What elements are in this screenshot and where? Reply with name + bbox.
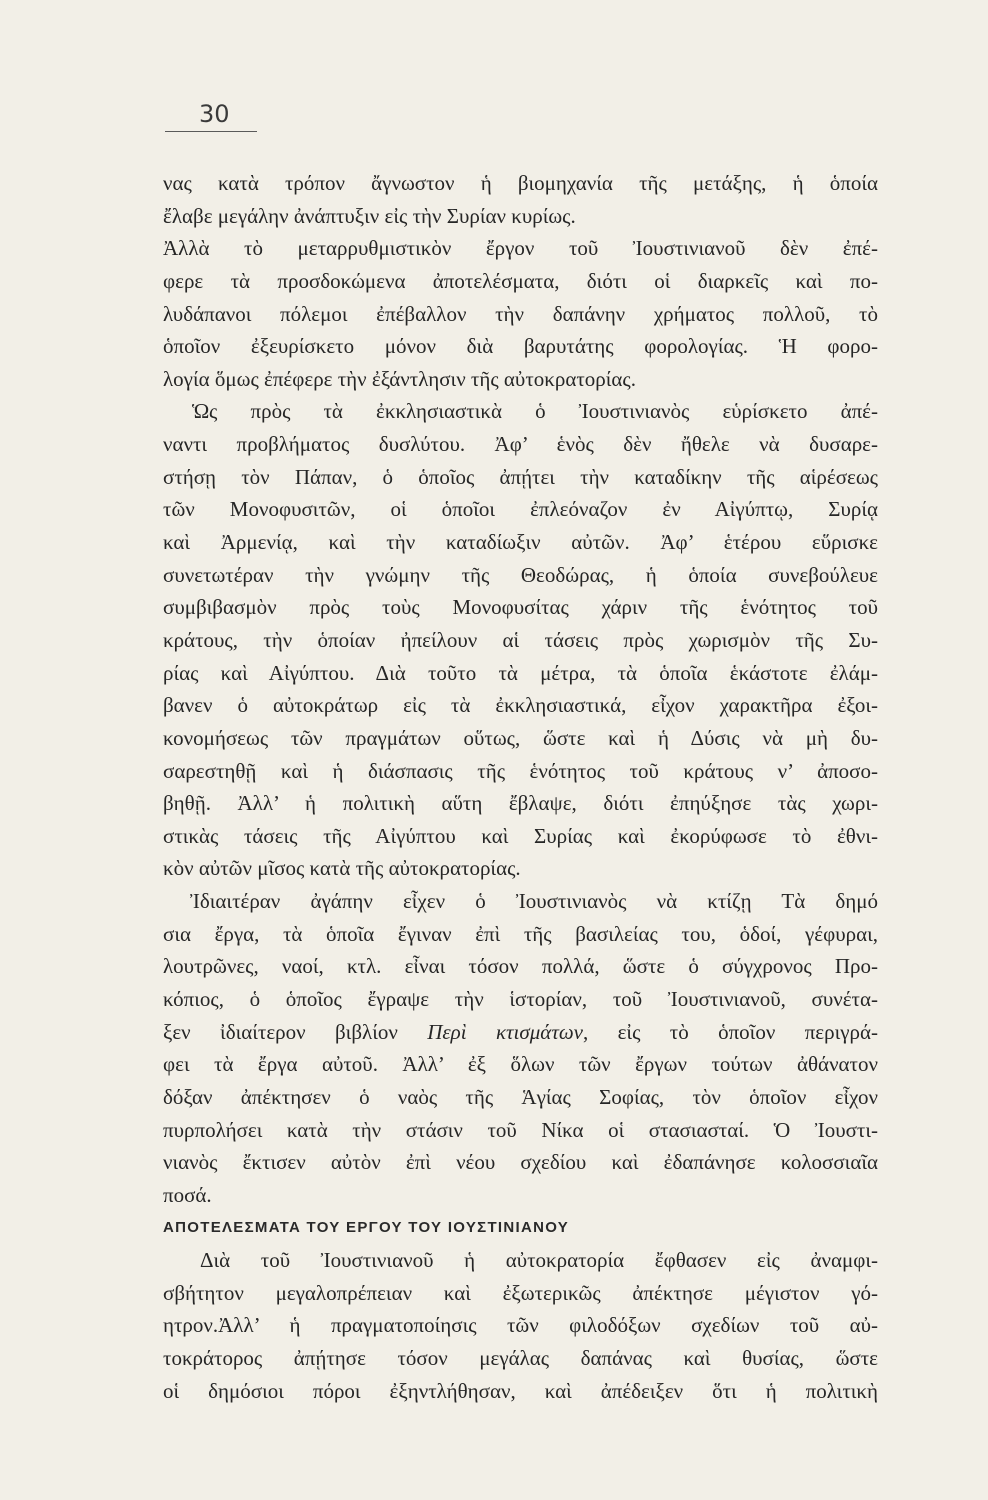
section-heading: ΑΠΟΤΕΛΕΣΜΑΤΑ ΤΟΥ ΕΡΓΟΥ ΤΟΥ ΙΟΥΣΤΙΝΙΑΝΟΥ [163,1218,570,1236]
text-line: κόπιος, ὁ ὁποῖος ἔγραψε τὴν ἱστορίαν, τοῦ Ἰουστινιανοῦ, συνέτα- [163,987,878,1012]
text-line: ρίας καὶ Αἰγύπτου. Διὰ τοῦτο τὰ μέτρα, τὰ ὁποῖα ἑκάστοτε ἐλάμ- [163,660,878,685]
text-line: ποσά. [163,1182,212,1207]
text-line: βηθῇ. Ἀλλ’ ἡ πολιτικὴ αὕτη ἔβλαψε, διότι ἐπηύξησε τὰς χωρι- [163,791,878,816]
text-line: ναντι προβλήματος δυσλύτου. Ἀφ’ ἑνὸς δὲν ἤθελε νὰ δυσαρε- [163,432,878,457]
text-line: σια ἔργα, τὰ ὁποῖα ἔγιναν ἐπὶ τῆς βασιλείας του, ὁδοί, γέφυραι, [163,921,878,946]
text-line: Ἀλλὰ τὸ μεταρρυθμιστικὸν ἔργον τοῦ Ἰουστινιανοῦ δὲν ἐπέ- [163,236,878,261]
text-line: ητρον.Ἀλλ’ ἡ πραγματοποίησις τῶν φιλοδόξων σχεδίων τοῦ αὐ- [163,1313,878,1338]
text-line: λυδάπανοι πόλεμοι ἐπέβαλλον τὴν δαπάνην χρήματος πολλοῦ, τὸ [163,301,878,326]
text-line: Ὡς πρὸς τὰ ἐκκλησιαστικὰ ὁ Ἰουστινιανὸς εὑρίσκετο ἀπέ- [192,399,878,424]
text-line: στήσῃ τὸν Πάπαν, ὁ ὁποῖος ἀπῄτει τὴν καταδίκην τῆς αἱρέσεως [163,464,878,489]
text-line: στικὰς τάσεις τῆς Αἰγύπτου καὶ Συρίας καὶ ἐκορύφωσε τὸ ἐθνι- [163,823,878,848]
text-line: συνετωτέραν τὴν γνώμην τῆς Θεοδώρας, ἡ ὁποία συνεβούλευε [163,562,878,587]
text-line: φερε τὰ προσδοκώμενα ἀποτελέσματα, διότι οἱ διαρκεῖς καὶ πο- [163,268,878,293]
text-line: λογία ὅμως ἐπέφερε τὴν ἐξάντλησιν τῆς αὐτοκρατορίας. [163,366,636,391]
text-line: κονομήσεως τῶν πραγμάτων οὕτως, ὥστε καὶ ἡ Δύσις νὰ μὴ δυ- [163,725,878,750]
text-line: ἔλαβε μεγάλην ἀνάπτυξιν εἰς τὴν Συρίαν κυρίως. [163,203,576,228]
text-line: σαρεστηθῇ καὶ ἡ διάσπασις τῆς ἑνότητος τοῦ κράτους ν’ ἀποσο- [163,758,878,783]
text-line: νας κατὰ τρόπον ἄγνωστον ἡ βιομηχανία τῆς μετάξης, ἡ ὁποία [163,171,878,195]
text-line: βανεν ὁ αὐτοκράτωρ εἰς τὰ ἐκκλησιαστικά, εἶχον χαρακτῆρα ἐξοι- [163,693,878,718]
text-line: τοκράτορος ἀπῄτησε τόσον μεγάλας δαπάνας καὶ θυσίας, ὥστε [163,1346,878,1371]
page-body [163,167,878,1407]
text-line: κράτους, τὴν ὁποίαν ἠπείλουν αἱ τάσεις πρὸς χωρισμὸν τῆς Συ- [163,627,878,652]
text-line: Διὰ τοῦ Ἰουστινιανοῦ ἡ αὐτοκρατορία ἔφθασεν εἰς ἀναμφι- [200,1248,878,1273]
text-line: νιανὸς ἔκτισεν αὐτὸν ἐπὶ νέου σχεδίου καὶ ἐδαπάνησε κολοσσιαῖα [163,1150,878,1175]
text-line: συμβιβασμὸν πρὸς τοὺς Μονοφυσίτας χάριν τῆς ἑνότητος τοῦ [163,595,878,620]
text-line: δόξαν ἀπέκτησεν ὁ ναὸς τῆς Ἁγίας Σοφίας, τὸν ὁποῖον εἶχον [163,1084,878,1109]
text-line: σβήτητον μεγαλοπρέπειαν καὶ ἐξωτερικῶς ἀπέκτησε μέγιστον γό- [163,1280,878,1305]
text-segment: ξεν ἰδιαίτερον βιβλίον [163,1019,428,1044]
text-line: τῶν Μονοφυσιτῶν, οἱ ὁποῖοι ἐπλεόναζον ἐν Αἰγύπτῳ, Συρίᾳ [163,497,878,522]
book-title: Περὶ κτισμάτων [427,1019,583,1044]
text-line: πυρπολήσει κατὰ τὴν στάσιν τοῦ Νίκα οἱ στασιασταί. Ὁ Ἰουστι- [163,1117,878,1142]
text-line: φει τὰ ἔργα αὐτοῦ. Ἀλλ’ ἐξ ὅλων τῶν ἔργων τούτων ἀθάνατον [163,1052,878,1077]
page-number-rule [165,131,257,132]
text-line [163,1016,878,1049]
page-number: 30 [199,100,230,128]
text-line: Ἰδιαιτέραν ἀγάπην εἶχεν ὁ Ἰουστινιανὸς νὰ κτίζῃ Τὰ δημό [190,889,878,914]
text-line: κὸν αὐτῶν μῖσος κατὰ τῆς αὐτοκρατορίας. [163,856,521,881]
text-segment: , εἰς τὸ ὁποῖον περιγρά- [582,1019,879,1044]
text-line: καὶ Ἀρμενίᾳ, καὶ τὴν καταδίωξιν αὐτῶν. Ἀφ’ ἑτέρου εὕρισκε [163,530,878,555]
text-line: λουτρῶνες, ναοί, κτλ. εἶναι τόσον πολλά, ὥστε ὁ σύγχρονος Προ- [163,954,878,979]
text-line: ὁποῖον ἐξευρίσκετο μόνον διὰ βαρυτάτης φορολογίας. Ἡ φορο- [163,334,878,359]
text-line: οἱ δημόσιοι πόροι ἐξηντλήθησαν, καὶ ἀπέδειξεν ὅτι ἡ πολιτικὴ [163,1378,878,1403]
